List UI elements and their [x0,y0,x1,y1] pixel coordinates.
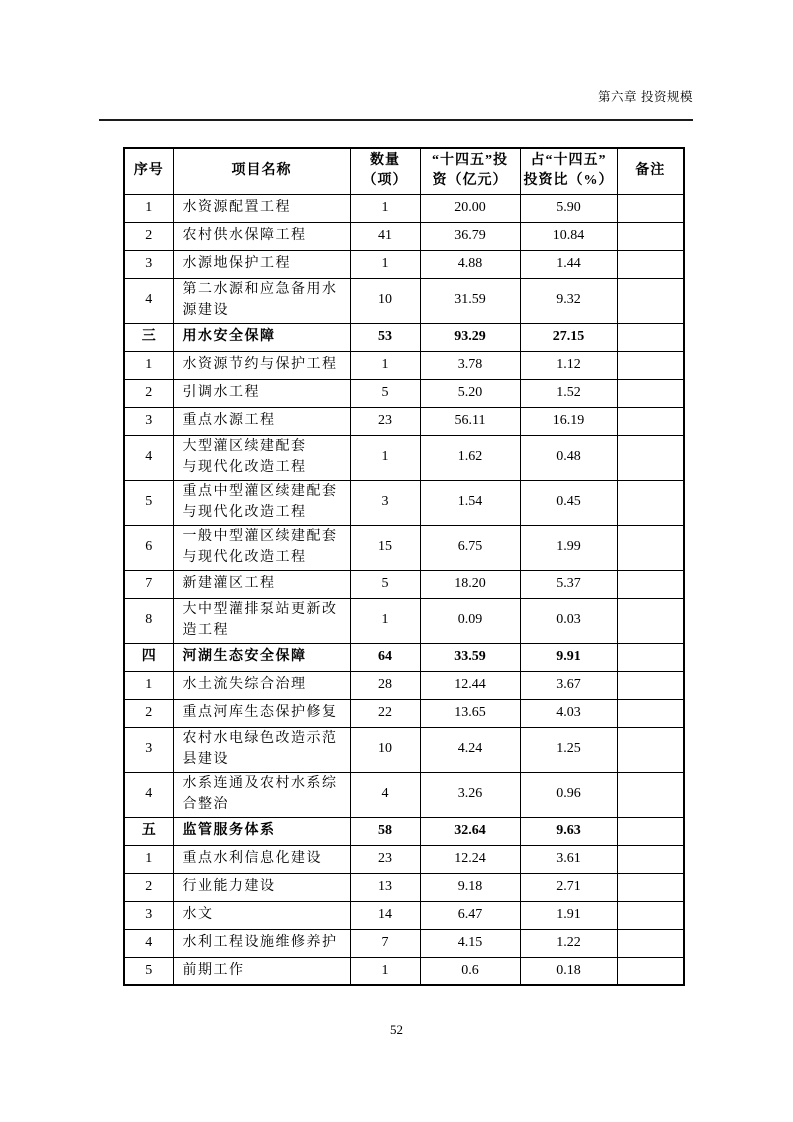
cell-no: 8 [124,598,173,643]
cell-qty: 7 [350,929,420,957]
cell-share: 1.22 [520,929,617,957]
table-row [124,525,684,570]
cell-qty: 23 [350,845,420,873]
cell-name: 水资源节约与保护工程 [173,351,350,379]
cell-qty: 1 [350,250,420,278]
cell-remark [617,772,684,817]
cell-remark [617,699,684,727]
cell-no: 3 [124,407,173,435]
cell-no: 三 [124,323,173,351]
cell-name: 水土流失综合治理 [173,671,350,699]
cell-name: 农村供水保障工程 [173,222,350,250]
cell-investment: 31.59 [420,278,520,323]
table-row [124,435,684,480]
table-row [124,480,684,525]
cell-name: 农村水电绿色改造示范 县建设 [173,727,350,772]
cell-share: 5.90 [520,194,617,222]
cell-remark [617,250,684,278]
cell-share: 1.99 [520,525,617,570]
table-row [124,570,684,598]
cell-name: 用水安全保障 [173,323,350,351]
cell-remark [617,480,684,525]
cell-qty: 1 [350,435,420,480]
cell-investment: 18.20 [420,570,520,598]
cell-name: 水系连通及农村水系综 合整治 [173,772,350,817]
cell-investment: 36.79 [420,222,520,250]
cell-no: 3 [124,901,173,929]
cell-qty: 1 [350,351,420,379]
cell-name: 大型灌区续建配套 与现代化改造工程 [173,435,350,480]
cell-investment: 56.11 [420,407,520,435]
cell-remark [617,278,684,323]
cell-no: 2 [124,699,173,727]
cell-investment: 4.88 [420,250,520,278]
column-header: 序号 [124,148,173,194]
table-row [124,845,684,873]
cell-name: 重点水利信息化建设 [173,845,350,873]
table-row [124,379,684,407]
cell-no: 四 [124,643,173,671]
table-row [124,351,684,379]
cell-qty: 15 [350,525,420,570]
column-header: 项目名称 [173,148,350,194]
cell-remark [617,323,684,351]
cell-investment: 3.26 [420,772,520,817]
cell-investment: 4.15 [420,929,520,957]
cell-remark [617,817,684,845]
table-row [124,323,684,351]
cell-name: 新建灌区工程 [173,570,350,598]
cell-remark [617,525,684,570]
cell-name: 一般中型灌区续建配套 与现代化改造工程 [173,525,350,570]
cell-name: 重点河库生态保护修复 [173,699,350,727]
cell-qty: 10 [350,278,420,323]
cell-no: 1 [124,194,173,222]
cell-qty: 5 [350,379,420,407]
cell-share: 16.19 [520,407,617,435]
table-row [124,699,684,727]
cell-qty: 13 [350,873,420,901]
cell-investment: 6.75 [420,525,520,570]
cell-qty: 58 [350,817,420,845]
cell-qty: 5 [350,570,420,598]
table-row [124,250,684,278]
cell-share: 1.44 [520,250,617,278]
cell-remark [617,407,684,435]
cell-no: 1 [124,351,173,379]
cell-qty: 41 [350,222,420,250]
cell-investment: 32.64 [420,817,520,845]
table-row [124,671,684,699]
cell-share: 5.37 [520,570,617,598]
table-row [124,598,684,643]
table-row [124,194,684,222]
cell-share: 0.96 [520,772,617,817]
cell-qty: 3 [350,480,420,525]
column-header: “十四五”投 资（亿元） [420,148,520,194]
cell-name: 大中型灌排泵站更新改 造工程 [173,598,350,643]
cell-no: 2 [124,222,173,250]
cell-remark [617,929,684,957]
cell-remark [617,901,684,929]
cell-qty: 53 [350,323,420,351]
cell-no: 1 [124,671,173,699]
cell-no: 3 [124,250,173,278]
investment-table [123,147,685,986]
cell-name: 重点水源工程 [173,407,350,435]
cell-remark [617,643,684,671]
table-row [124,929,684,957]
cell-name: 水利工程设施维修养护 [173,929,350,957]
table-row [124,957,684,985]
cell-remark [617,379,684,407]
cell-share: 27.15 [520,323,617,351]
cell-name: 行业能力建设 [173,873,350,901]
cell-share: 9.91 [520,643,617,671]
cell-qty: 23 [350,407,420,435]
cell-name: 监管服务体系 [173,817,350,845]
cell-name: 水资源配置工程 [173,194,350,222]
cell-remark [617,194,684,222]
column-header: 占“十四五” 投资比（%） [520,148,617,194]
table-row [124,772,684,817]
cell-name: 前期工作 [173,957,350,985]
cell-investment: 33.59 [420,643,520,671]
cell-no: 4 [124,929,173,957]
cell-qty: 28 [350,671,420,699]
cell-qty: 10 [350,727,420,772]
cell-share: 1.25 [520,727,617,772]
cell-share: 0.18 [520,957,617,985]
cell-qty: 22 [350,699,420,727]
cell-no: 5 [124,480,173,525]
header-rule [99,119,693,121]
table-row [124,727,684,772]
page-number: 52 [390,1022,403,1037]
cell-remark [617,873,684,901]
cell-name: 水文 [173,901,350,929]
table-row [124,873,684,901]
cell-remark [617,435,684,480]
cell-remark [617,351,684,379]
cell-no: 6 [124,525,173,570]
cell-share: 2.71 [520,873,617,901]
cell-investment: 1.62 [420,435,520,480]
cell-no: 3 [124,727,173,772]
cell-qty: 1 [350,598,420,643]
cell-remark [617,845,684,873]
cell-share: 10.84 [520,222,617,250]
cell-share: 1.12 [520,351,617,379]
cell-remark [617,957,684,985]
cell-share: 1.52 [520,379,617,407]
cell-name: 引调水工程 [173,379,350,407]
cell-investment: 4.24 [420,727,520,772]
cell-remark [617,671,684,699]
table-row [124,278,684,323]
cell-investment: 12.24 [420,845,520,873]
cell-investment: 20.00 [420,194,520,222]
cell-no: 2 [124,379,173,407]
cell-no: 4 [124,435,173,480]
cell-no: 4 [124,278,173,323]
cell-qty: 1 [350,957,420,985]
cell-investment: 6.47 [420,901,520,929]
cell-investment: 1.54 [420,480,520,525]
cell-no: 5 [124,957,173,985]
cell-name: 第二水源和应急备用水 源建设 [173,278,350,323]
cell-investment: 0.6 [420,957,520,985]
table-row [124,901,684,929]
table-header-row [124,148,684,194]
cell-investment: 3.78 [420,351,520,379]
cell-investment: 5.20 [420,379,520,407]
cell-share: 9.63 [520,817,617,845]
cell-name: 河湖生态安全保障 [173,643,350,671]
cell-share: 1.91 [520,901,617,929]
cell-qty: 4 [350,772,420,817]
cell-share: 3.67 [520,671,617,699]
table-row [124,407,684,435]
table-row [124,643,684,671]
cell-investment: 12.44 [420,671,520,699]
cell-qty: 1 [350,194,420,222]
cell-investment: 93.29 [420,323,520,351]
cell-remark [617,570,684,598]
cell-share: 9.32 [520,278,617,323]
cell-investment: 9.18 [420,873,520,901]
cell-share: 3.61 [520,845,617,873]
cell-share: 4.03 [520,699,617,727]
cell-investment: 13.65 [420,699,520,727]
cell-share: 0.48 [520,435,617,480]
table-row [124,817,684,845]
cell-no: 五 [124,817,173,845]
cell-remark [617,222,684,250]
cell-investment: 0.09 [420,598,520,643]
column-header: 数量 （项） [350,148,420,194]
cell-remark [617,727,684,772]
cell-qty: 14 [350,901,420,929]
column-header: 备注 [617,148,684,194]
cell-share: 0.45 [520,480,617,525]
cell-name: 重点中型灌区续建配套 与现代化改造工程 [173,480,350,525]
cell-name: 水源地保护工程 [173,250,350,278]
cell-remark [617,598,684,643]
chapter-header: 第六章 投资规模 [598,90,693,104]
cell-qty: 64 [350,643,420,671]
cell-share: 0.03 [520,598,617,643]
cell-no: 7 [124,570,173,598]
cell-no: 2 [124,873,173,901]
table-row [124,222,684,250]
cell-no: 1 [124,845,173,873]
cell-no: 4 [124,772,173,817]
